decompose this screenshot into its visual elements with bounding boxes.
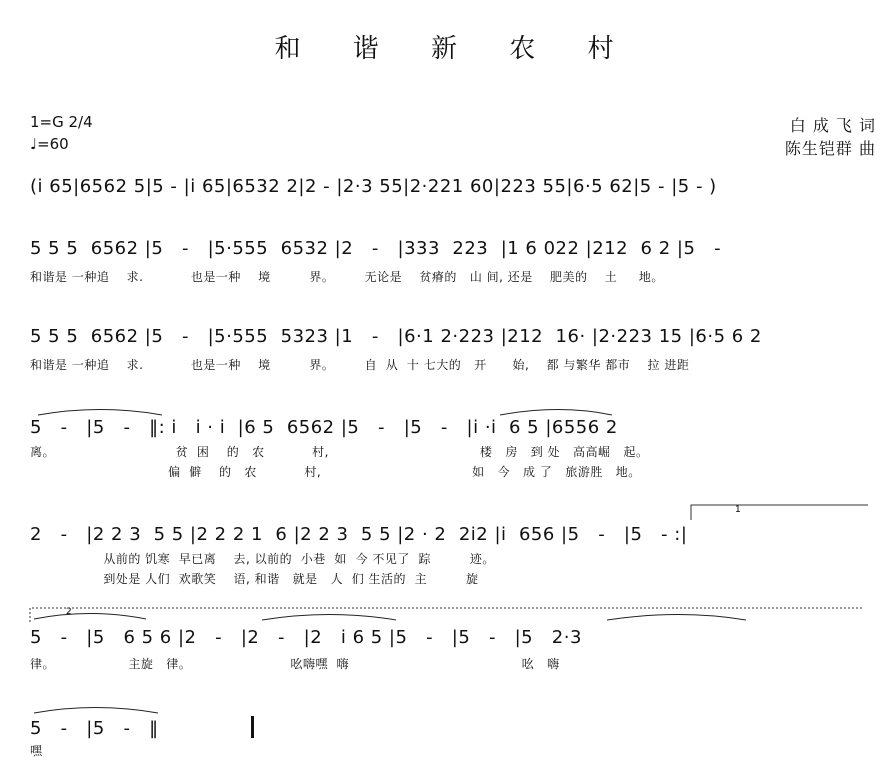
row1-lyrics: 和谐是 一种追 求. 也是一种 境 界。 无论是 贫瘠的 山 间, 还是 肥美的 土 地。 [30, 270, 664, 284]
tie [34, 708, 158, 714]
row5-notes: 5 - |5 6 5 6 |2 - |2 - |2 i 6 5 |5 - |5 - |5 2·3 [30, 627, 582, 648]
row3-lyrics-1: 离。 贫 困 的 农 村, 楼 房 到 处 高高崛 起。 [30, 445, 649, 459]
tie [38, 410, 162, 416]
tie [34, 614, 146, 620]
tie [500, 410, 612, 416]
song-title: 和 谐 新 农 村 [274, 34, 636, 64]
row3-lyrics-2: 偏 僻 的 农 村, 如 今 成 了 旅游胜 地。 [30, 465, 641, 479]
row1-notes: 5 5 5 6562 |5 - |5·555 6532 |2 - |333 223 |1 6 022 |212 6 2 |5 - [30, 238, 722, 259]
tempo-marking: ♩=60 [30, 135, 69, 153]
volta-2-number: 2 [66, 607, 72, 617]
row5-lyrics: 律。 主旋 律。 吆嗨嘿 嗨 吆 嗨 [30, 657, 560, 671]
volta-1-number: 1 [735, 505, 741, 515]
intro-notes: (i 65|6562 5|5 - |i 65|6532 2|2 - |2·3 55|2·221 60|223 55|6·5 62|5 - |5 - ) [30, 176, 717, 197]
row4-lyrics-2: 到处是 人们 欢歌笑 语, 和谐 就是 人 们 生活的 主 旋 [30, 572, 479, 586]
composer-credit: 陈生铠群 曲 [784, 139, 876, 158]
row6-lyrics: 嘿 [30, 744, 43, 758]
row2-lyrics: 和谐是 一种追 求. 也是一种 境 界。 自 从 十 七大的 开 始, 都 与繁华 都市 拉 进距 [30, 358, 690, 372]
volta-2-bracket [30, 608, 862, 622]
key-signature: 1=G 2/4 [30, 113, 93, 131]
row4-lyrics-1: 从前的 饥寒 早已离 去, 以前的 小巷 如 今 不见了 踪 迹。 [30, 552, 495, 566]
tie [262, 615, 396, 621]
volta-1-bracket [691, 505, 868, 520]
final-barline [251, 716, 254, 738]
row4-notes: 2 - |2 2 3 5 5 |2 2 2 1 6 |2 2 3 5 5 |2 · 2 2i2 |i 656 |5 - |5 - :| [30, 524, 688, 545]
row2-notes: 5 5 5 6562 |5 - |5·555 5323 |1 - |6·1 2·223 |212 16· |2·223 15 |6·5 6 2 [30, 326, 762, 347]
row3-notes: 5 - |5 - ‖: i i · i |6 5 6562 |5 - |5 - |i ·i 6 5 |6556 2 [30, 417, 618, 438]
lyricist-credit: 白 成 飞 词 [789, 116, 876, 135]
tie [607, 615, 746, 621]
row6-notes: 5 - |5 - ‖ [30, 718, 159, 739]
